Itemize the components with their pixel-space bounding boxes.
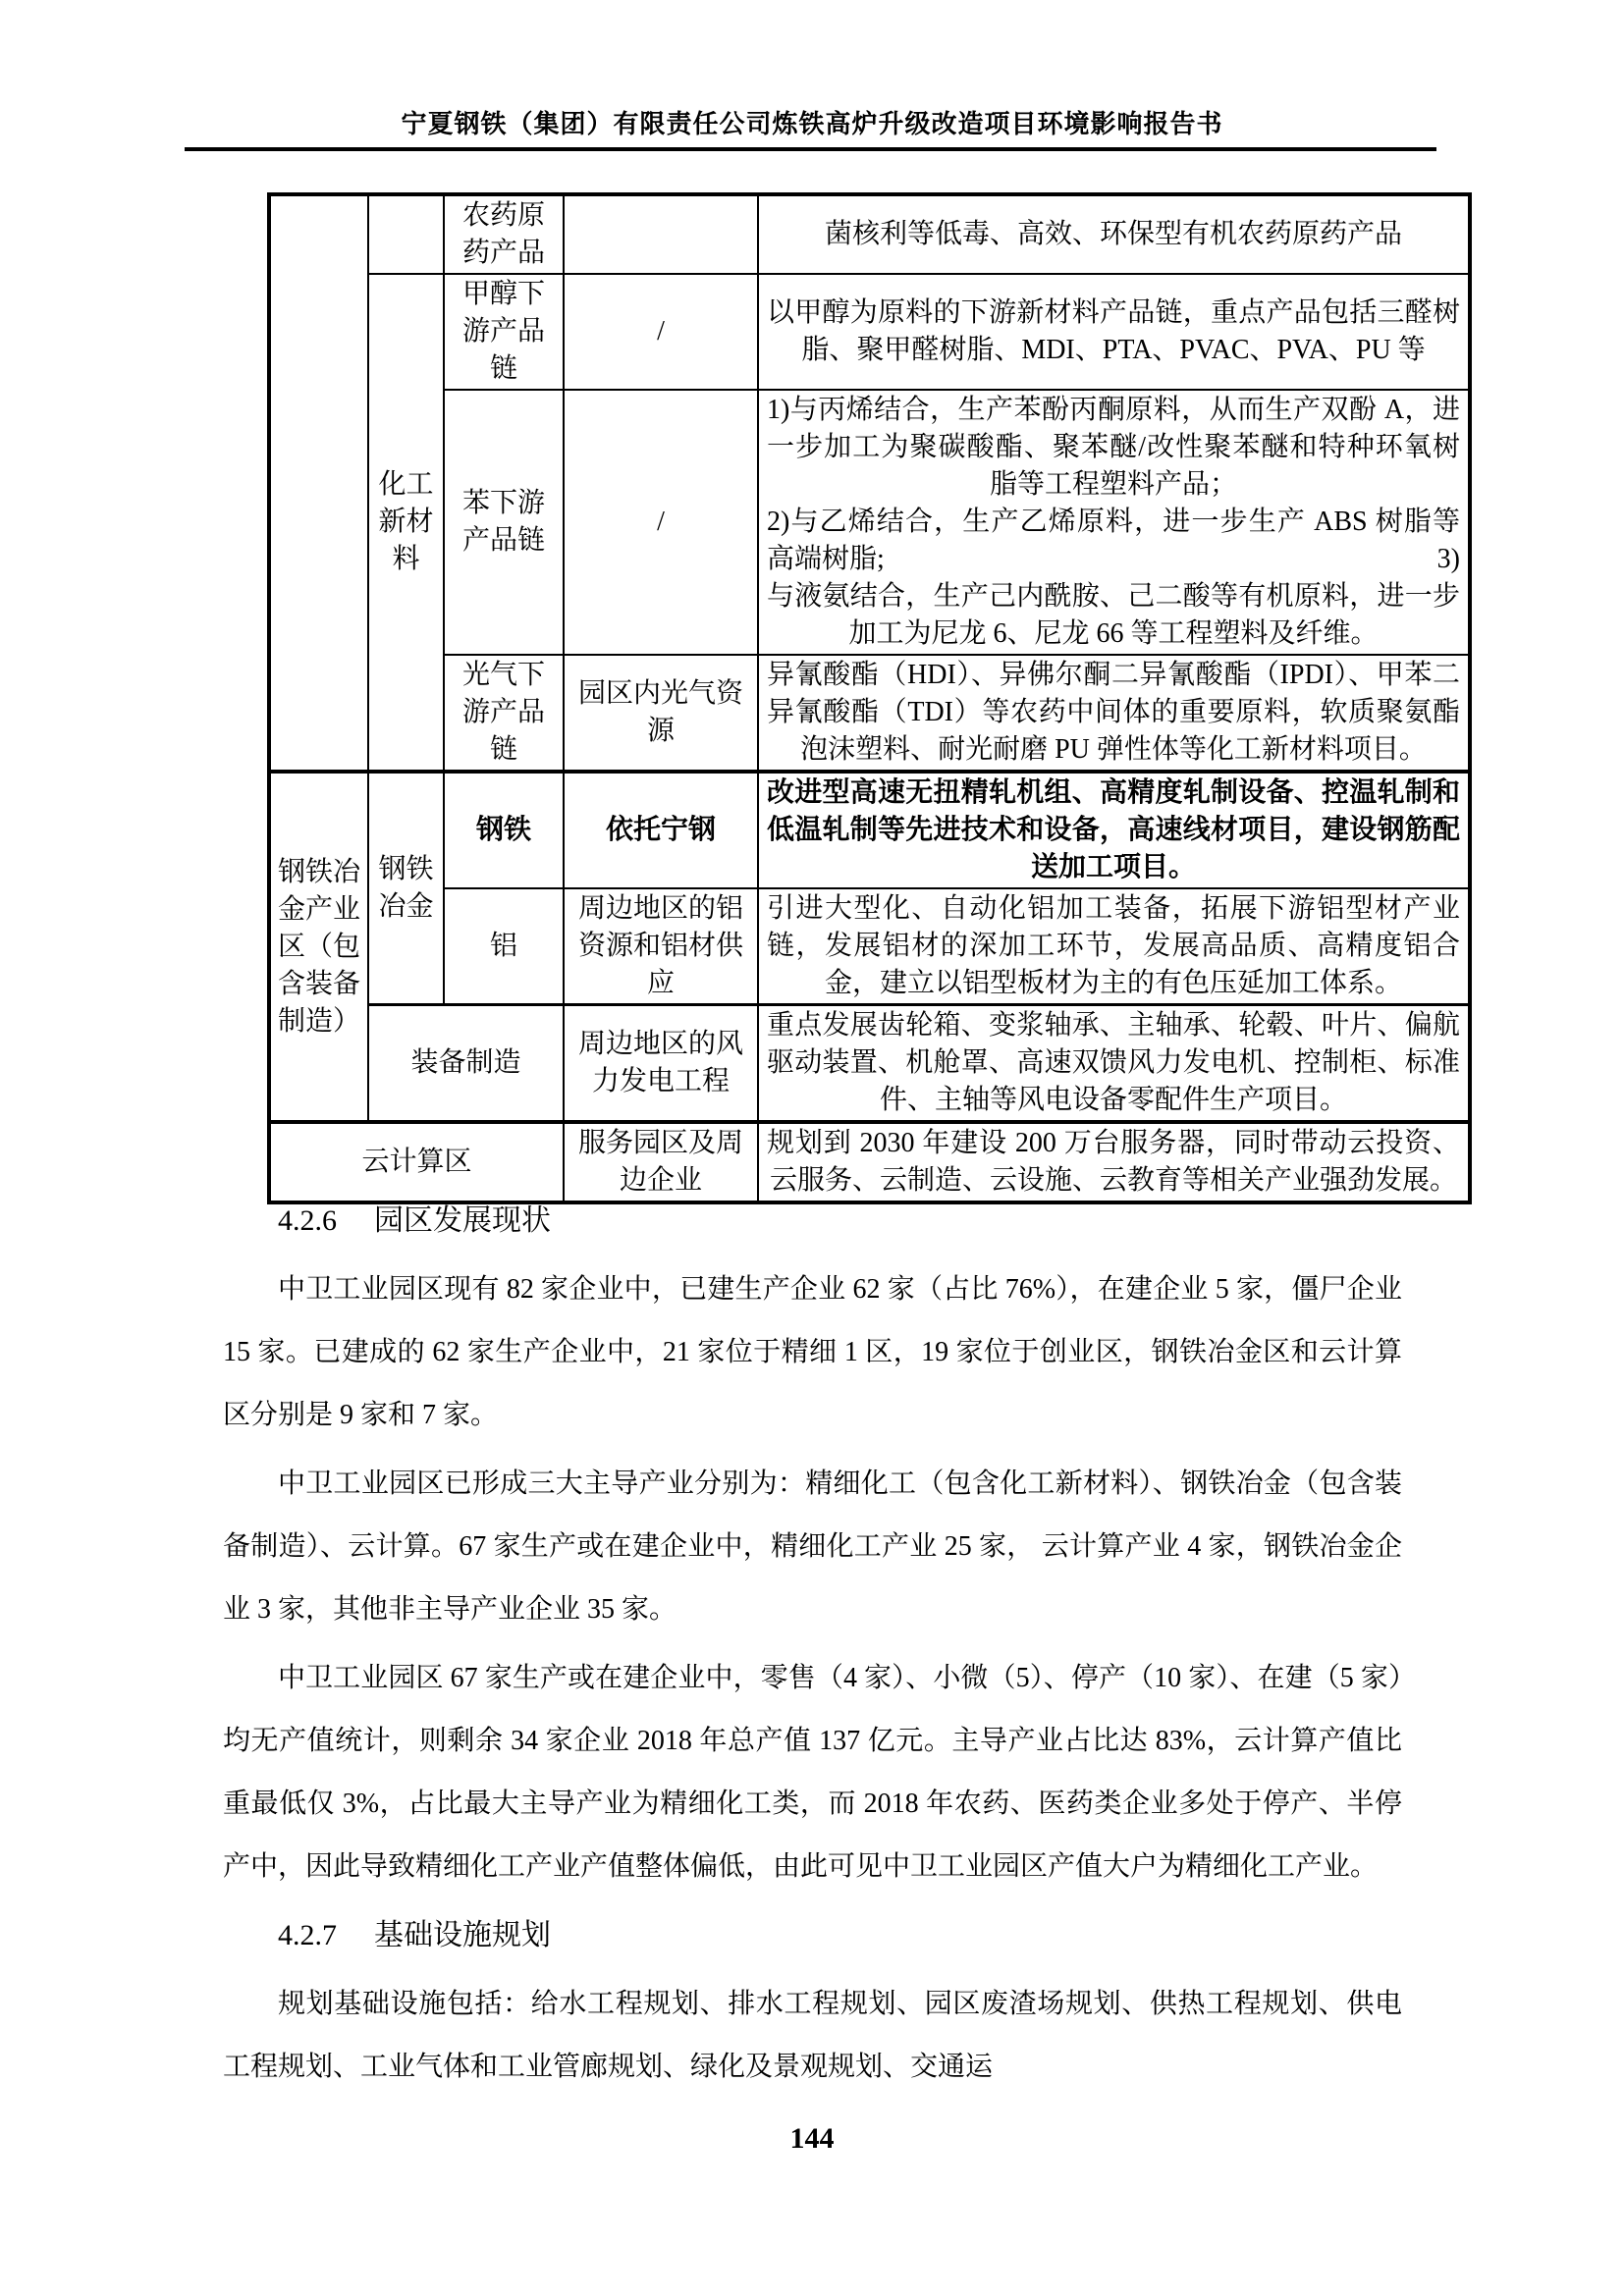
cell-aluminum-label: 铝: [444, 888, 564, 1005]
cell-steel-group-label: 钢铁冶金: [368, 772, 444, 1005]
section-title: 园区发展现状: [374, 1204, 551, 1237]
cell-cloud-desc: 规划到 2030 年建设 200 万台服务器，同时带动云投资、云服务、云制造、云设施、云教育等相关产业强劲发展。: [758, 1122, 1470, 1202]
table-row-aluminum: [269, 888, 1470, 1005]
page-header-title: 宁夏钢铁（集团）有限责任公司炼铁高炉升级改造项目环境影响报告书: [401, 110, 1223, 138]
cell-benzene-label: 苯下游产品链: [444, 390, 564, 655]
cell-methanol-resource: /: [564, 274, 758, 390]
cell-steel-desc: 改进型高速无扭精轧机组、高精度轧制设备、控温轧制和低温轧制等先进技术和设备，高速线材项目，建设钢筋配送加工项目。: [758, 772, 1470, 888]
industry-planning-table: [267, 192, 1472, 1204]
benzene-desc-paragraph-2: [767, 504, 1460, 578]
cell-phosgene-resource: 园区内光气资源: [564, 655, 758, 772]
cell-steel-resource: 依托宁钢: [564, 772, 758, 888]
paragraph: 中卫工业园区现有 82 家企业中，已建生产企业 62 家（占比 76%），在建企业 5 家，僵尸企业 15 家。已建成的 62 家生产企业中，21 家位于精细 1 区，19 家位于创业区，钢铁冶金区和云计算区分别是 9 家和 7 家。: [223, 1274, 1402, 1430]
cell-phosgene-desc: 异氰酸酯（HDI）、异佛尔酮二异氰酸酯（IPDI）、甲苯二异氰酸酯（TDI）等农药中间体的重要原料，软质聚氨酯泡沫塑料、耐光耐磨 PU 弹性体等化工新材料项目。: [758, 655, 1470, 772]
cell-benzene-desc: [758, 390, 1470, 655]
cell-aluminum-resource: 周边地区的铝资源和铝材供应: [564, 888, 758, 1005]
cell-steel-label: 钢铁: [444, 772, 564, 888]
section-number: 4.2.6: [278, 1204, 337, 1237]
benzene-desc-paragraph-2-text: 2)与乙烯结合，生产乙烯原料，进一步生产 ABS 树脂等高端树脂;: [767, 507, 1460, 574]
cell-equipment-label: 装备制造: [368, 1005, 564, 1123]
cell-chem-group-label: 化工新材料: [368, 274, 444, 772]
page-number: 144: [789, 2122, 835, 2155]
paragraph: 规划基础设施包括：给水工程规划、排水工程规划、园区废渣场规划、供热工程规划、供电工程规划、工业气体和工业管廊规划、绿化及景观规划、交通运: [223, 1989, 1402, 2082]
cell-zone-blank: [269, 194, 368, 772]
section-heading-4-2-7: [223, 1904, 1402, 1967]
table-row-phosgene: [269, 655, 1470, 772]
section-title: 基础设施规划: [374, 1919, 551, 1951]
section-heading-4-2-6: [223, 1190, 1402, 1253]
paragraph: 中卫工业园区 67 家生产或在建企业中，零售（4 家）、小微（5）、停产（10 家）、在建（5 家）均无产值统计，则剩余 34 家企业 2018 年总产值 137 亿元。主导产业占比达 83%，云计算产值比重最低仅 3%，占比最大主导产业为精细化工类，而 2018 年农药、医药类企业多处于停产、半停产中，因此导致精细化工产业产值整体偏低，由此可见中卫工业园区产值大户为精细化工产业。: [223, 1663, 1402, 1882]
table-row-steel: [269, 772, 1470, 888]
cell-steel-zone-label: 钢铁冶金产业区（包含装备制造）: [269, 772, 368, 1122]
table-row-methanol: [269, 274, 1470, 390]
cell-cloud-label: 云计算区: [269, 1122, 564, 1202]
cell-benzene-resource: /: [564, 390, 758, 655]
table-row-equipment: [269, 1005, 1470, 1123]
cell-pesticide-desc: 菌核利等低毒、高效、环保型有机农药原药产品: [758, 194, 1470, 274]
cell-methanol-label: 甲醇下游产品链: [444, 274, 564, 390]
table-row-pesticide: [269, 194, 1470, 274]
table-row-benzene: [269, 390, 1470, 655]
header-rule: [185, 147, 1436, 151]
benzene-desc-paragraph-3: 与液氨结合，生产己内酰胺、己二酸等有机原料，进一步加工为尼龙 6、尼龙 66 等工程塑料及纤维。: [767, 581, 1460, 649]
cell-group-blank: [368, 194, 444, 274]
benzene-desc-paragraph-3-marker: 3): [1436, 544, 1460, 574]
cell-cloud-resource: 服务园区及周边企业: [564, 1122, 758, 1202]
cell-pesticide-label: 农药原药产品: [444, 194, 564, 274]
benzene-desc-paragraph-1: 1)与丙烯结合，生产苯酚丙酮原料，从而生产双酚 A，进一步加工为聚碳酸酯、聚苯醚/改性聚苯醚和特种环氧树脂等工程塑料产品；: [767, 395, 1460, 500]
cell-equipment-desc: 重点发展齿轮箱、变浆轴承、主轴承、轮毂、叶片、偏航驱动装置、机舱罩、高速双馈风力发电机、控制柜、标准件、主轴等风电设备零配件生产项目。: [758, 1005, 1470, 1123]
section-number: 4.2.7: [278, 1919, 337, 1951]
cell-methanol-desc: 以甲醇为原料的下游新材料产品链，重点产品包括三醛树脂、聚甲醛树脂、MDI、PTA、PVAC、PVA、PU 等: [758, 274, 1470, 390]
cell-equipment-resource: 周边地区的风力发电工程: [564, 1005, 758, 1123]
cell-pesticide-resource: [564, 194, 758, 274]
body-text: [223, 1190, 1402, 2105]
cell-phosgene-label: 光气下游产品链: [444, 655, 564, 772]
cell-aluminum-desc: 引进大型化、自动化铝加工装备，拓展下游铝型材产业链，发展铝材的深加工环节，发展高品质、高精度铝合金，建立以铝型板材为主的有色压延加工体系。: [758, 888, 1470, 1005]
paragraph: 中卫工业园区已形成三大主导产业分别为：精细化工（包含化工新材料）、钢铁冶金（包含装备制造）、云计算。67 家生产或在建企业中，精细化工产业 25 家， 云计算产业 4 家，钢铁冶金企业 3 家，其他非主导产业企业 35 家。: [223, 1468, 1402, 1625]
